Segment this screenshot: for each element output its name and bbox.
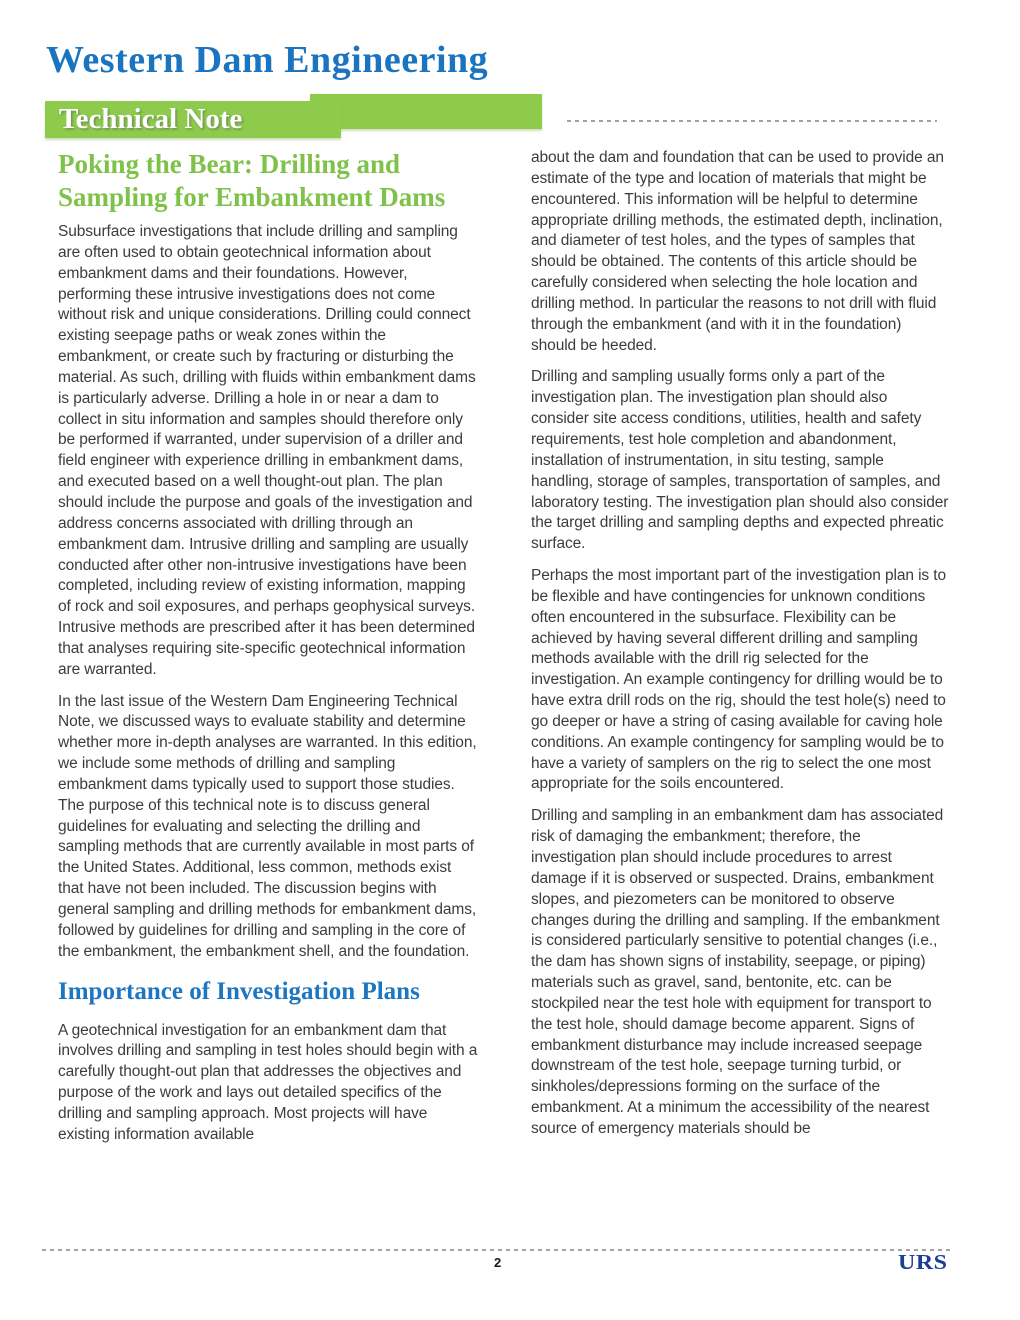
right-column (531, 148, 949, 1151)
body-paragraph: Drilling and sampling in an embankment dam has associated risk of damaging the embankment; therefore, the investigation plan should include procedures to arrest damage if it is observed or suspected. Drains, embankment slopes, and piezometers can be monitored to observe changes during the drilling and sampling. If the embankment is considered particularly sensitive to potential changes (i.e., the dam has shown signs of instability, seepage, or piping) materials such as gravel, sand, bentonite, etc. can be stockpiled near the test hole with equipment for transport to the test hole, should damage become apparent. Signs of embankment disturbance may include increased seepage downstream of the test hole, seepage turning turbid, or sinkholes/depressions forming on the surface of the embankment. At a minimum the accessibility of the nearest source of emergency materials should be (531, 807, 944, 1137)
section-heading-investigation-plans: Importance of Investigation Plans (58, 977, 420, 1005)
page-number: 2 (494, 1255, 502, 1270)
body-paragraph: In the last issue of the Western Dam Engineering Technical Note, we discussed ways to evaluate stability and determine whether more in-depth analyses are warranted. In this edition, we include some methods of drilling and sampling embankment dams typically used to support those studies. The purpose of this technical note is to discuss general guidelines for evaluating and selecting the drilling and sampling methods that are currently available in most parts of the United States. Additional, less common, methods exist that have not been included. The discussion begins with general sampling and drilling methods for embankment dams, followed by guidelines for drilling and sampling in the core of the embankment, the embankment shell, and the foundation. (58, 692, 477, 960)
body-paragraph: Perhaps the most important part of the investigation plan is to be flexible and have contingencies for unknown conditions often encountered in the subsurface. Flexibility can be achieved by having several different drilling and sampling methods available with the drill rig selected for the investigation. An example contingency for drilling would be to have extra drill rods on the rig, should the test hole(s) need to go deeper or have a string of casing available for caving hole conditions. An example contingency for sampling would be to have a variety of samplers on the rig to select the one most appropriate for the soils encountered. (531, 567, 947, 793)
body-paragraph: A geotechnical investigation for an embankment dam that involves drilling and sampling in test holes should begin with a carefully thought-out plan that addresses the objectives and purpose of the work and lays out detailed specifics of the drilling and sampling approach. Most projects will have existing information available (58, 1021, 478, 1143)
newsletter-title: Western Dam Engineering (46, 39, 489, 81)
footer-dashed-rule (42, 1249, 954, 1251)
header-dashed-rule (567, 120, 937, 122)
technical-note-banner-extension (310, 94, 542, 129)
urs-logo: URS (898, 1251, 948, 1275)
body-paragraph: Drilling and sampling usually forms only a part of the investigation plan. The investigation plan should also consider site access conditions, utilities, health and safety requirements, test hole completion and abandonment, installation of instrumentation, in situ testing, sample handling, storage of samples, transportation of samples, and laboratory testing. The investigation plan should also consider the target drilling and sampling depths and expected phreatic surface. (531, 368, 949, 553)
body-paragraph: about the dam and foundation that can be used to provide an estimate of the type and location of materials that might be encountered. This information will be helpful to determine appropriate drilling methods, the estimated depth, inclination, and diameter of test holes, and the types of samples that should be obtained. The contents of this article should be carefully considered when selecting the hole location and drilling method. In particular the reasons to not drill with fluid through the embankment (and with it in the foundation) should be heeded. (531, 149, 944, 354)
technical-note-banner (45, 101, 341, 138)
body-paragraph: Subsurface investigations that include drilling and sampling are often used to obtain geotechnical information about embankment dams and their foundations. However, performing these intrusive investigations does not come without risk and unique considerations. Drilling could connect existing seepage paths or weak zones within the embankment, or create such by fracturing or disturbing the material. As such, drilling with fluids within embankment dams is particularly adverse. Drilling a hole in or near a dam to collect in situ information and samples should therefore only be performed if warranted, under supervision of a driller and field engineer with experience drilling in embankment dams, and executed based on a well thought-out plan. The plan should include the purpose and goals of the investigation and address concerns associated with drilling through an embankment dam. Intrusive drilling and sampling are usually conducted after other non-intrusive investigations have been completed, including review of existing information, mapping of rock and soil exposures, and perhaps geophysical surveys. Intrusive methods are prescribed after it has been determined that analyses requiring site-specific geotechnical information are warranted. (58, 223, 476, 678)
article-heading: Poking the Bear: Drilling and Sampling for Embankment Dams (58, 149, 446, 212)
left-column (58, 148, 478, 1157)
technical-note-banner-label: Technical Note (59, 103, 243, 135)
